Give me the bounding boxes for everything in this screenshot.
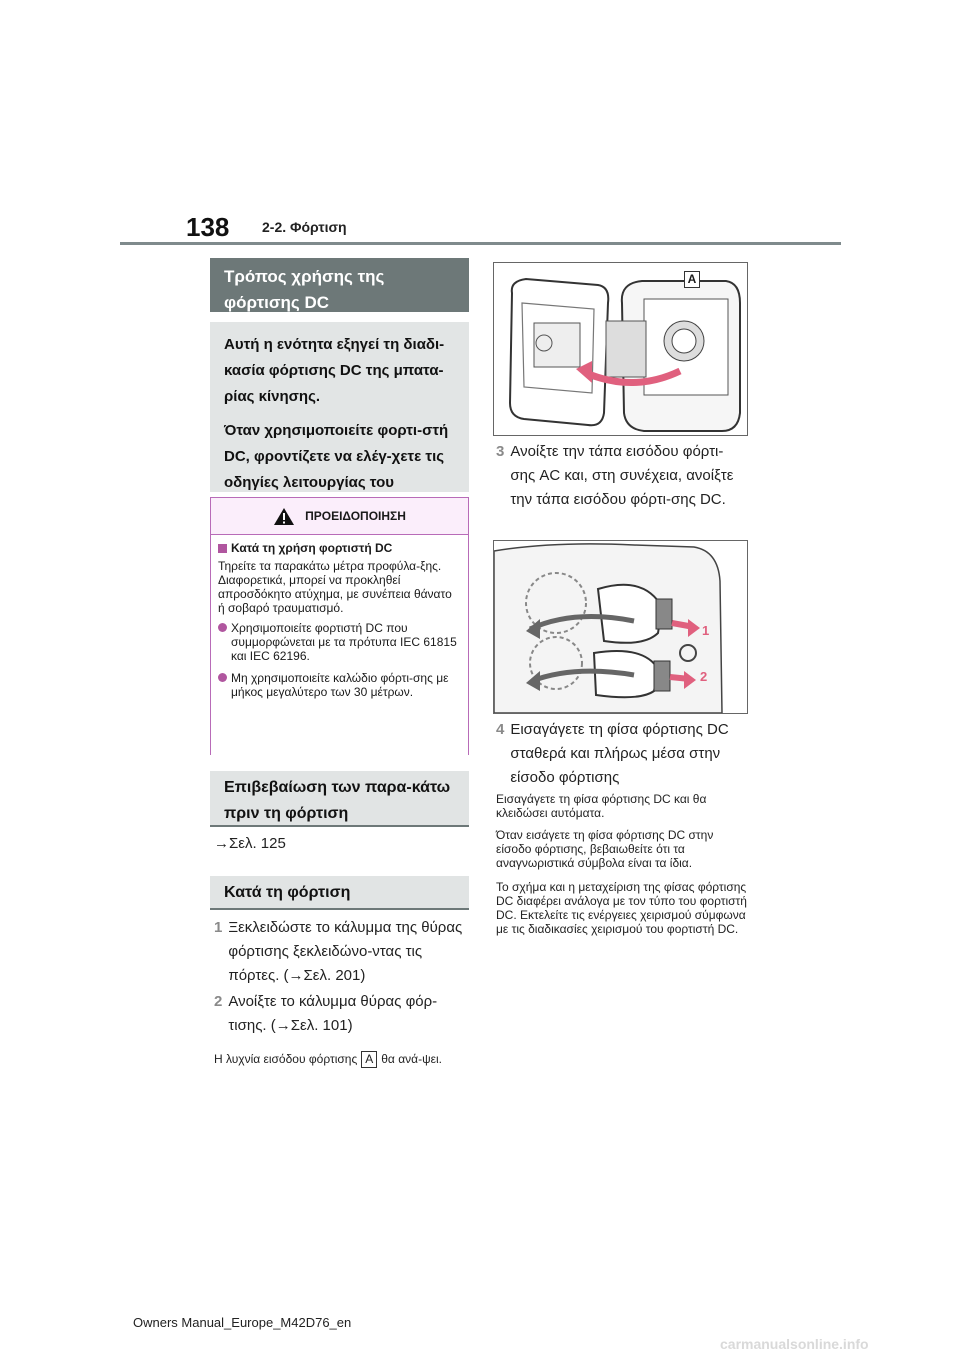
inlet-caps-figure xyxy=(493,540,748,714)
warning-bullet-2 xyxy=(218,671,460,699)
step-3-number: 3 xyxy=(496,443,505,460)
lamp-label-box: A xyxy=(361,1051,377,1068)
step-1 xyxy=(214,916,466,988)
warning-triangle-icon xyxy=(273,507,295,526)
check-heading: Επιβεβαίωση των παρα-κάτω πριν τη φόρτιση xyxy=(210,771,469,827)
step-3 xyxy=(496,440,748,512)
note-2: Όταν εισάγετε τη φίσα φόρτισης DC στην είσοδο φόρτισης, βεβαιωθείτε ότι τα αναγνωριστικά σύμβολα είναι τα ίδια. xyxy=(496,828,714,870)
warning-title-text: Κατά τη χρήση φορτιστή DC xyxy=(231,541,393,555)
step-3-text: Ανοίξτε την τάπα εισόδου φόρτι-σης AC και, στη συνέχεια, ανοίξτε την τάπα εισόδου φόρτι-σης DC. xyxy=(510,443,734,508)
note-1: Εισαγάγετε τη φίσα φόρτισης DC και θα κλειδώσει αυτόματα. xyxy=(496,792,707,820)
step-4-text: Εισαγάγετε τη φίσα φόρτισης DC σταθερά και πλήρως μέσα στην είσοδο φόρτισης xyxy=(510,721,729,786)
warning-text: Τηρείτε τα παρακάτω μέτρα προφύλα-ξης. Διαφορετικά, μπορεί να προκληθεί απροσδόκητο ατύχημα, με συνέπεια θάνατο ή σοβαρό τραυματισμό. xyxy=(218,559,452,615)
figure-1-label-a: A xyxy=(684,271,700,288)
figure-2-marker-2: 2 xyxy=(700,669,708,684)
warning-bullet-2-text: Μη χρησιμοποιείτε καλώδιο φόρτι-σης με μήκος μεγαλύτερο των 30 μέτρων. xyxy=(231,671,449,699)
note-3: Το σχήμα και η μεταχείριση της φίσας φόρτισης DC διαφέρει ανάλογα με τον τύπο του φορτιστή DC. Εκτελείτε τις ενέργειες χειρισμού σύμφωνα με τις διαδικασίες χειρισμού του φορτιστή DC. xyxy=(496,880,747,936)
lamp-note xyxy=(214,1046,466,1072)
charging-port-illustration xyxy=(494,263,747,435)
round-bullet-icon xyxy=(218,673,227,682)
charging-port-figure xyxy=(493,262,748,436)
square-bullet-icon xyxy=(218,544,227,553)
check-page-reference: →Σελ. 125 xyxy=(214,835,286,852)
warning-body xyxy=(211,535,468,755)
warning-heading: ΠΡΟΕΙΔΟΠΟΙΗΣΗ xyxy=(305,509,406,523)
step-2-number: 2 xyxy=(214,993,223,1010)
section-title-box: Τρόπος χρήσης της φόρτισης DC xyxy=(210,258,469,312)
figure-2-marker-1: 1 xyxy=(702,623,710,638)
intro-box xyxy=(210,322,469,492)
step-2-text: Ανοίξτε το κάλυμμα θύρας φόρ-τισης. (→Σελ. 101) xyxy=(228,993,438,1034)
step-1-number: 1 xyxy=(214,919,223,936)
step-2 xyxy=(214,990,466,1038)
warning-box xyxy=(210,497,469,755)
watermark: carmanualsonline.info xyxy=(720,1336,869,1352)
warning-header xyxy=(211,498,468,535)
lamp-note-after: θα ανά-ψει. xyxy=(381,1052,442,1066)
warning-bullet-1 xyxy=(218,621,460,663)
lamp-note-before: Η λυχνία εισόδου φόρτισης xyxy=(214,1052,358,1066)
step-1-text: Ξεκλειδώστε το κάλυμμα της θύρας φόρτισης ξεκλειδώνο-ντας τις πόρτες. (→Σελ. 201) xyxy=(228,919,463,984)
page-number: 138 xyxy=(186,212,230,242)
header-rule xyxy=(120,242,841,245)
intro-paragraph-1: Αυτή η ενότητα εξηγεί τη διαδι-κασία φόρτισης DC της μπατα-ρίας κίνησης. xyxy=(224,336,445,405)
round-bullet-icon xyxy=(218,623,227,632)
warning-title xyxy=(218,541,460,555)
warning-bullet-1-text: Χρησιμοποιείτε φορτιστή DC που συμμορφώνεται με τα πρότυπα IEC 61815 και IEC 62196. xyxy=(231,621,457,663)
during-charging-heading: Κατά τη φόρτιση xyxy=(210,876,469,910)
step-4-number: 4 xyxy=(496,721,505,738)
step-4 xyxy=(496,718,748,790)
intro-paragraph-2: Όταν χρησιμοποιείτε φορτι-στή DC, φροντίζετε να ελέγ-χετε τις οδηγίες λειτουργίας του xyxy=(224,422,449,491)
manual-name-footer: Owners Manual_Europe_M42D76_en xyxy=(133,1315,352,1330)
section-label: 2-2. Φόρτιση xyxy=(262,219,347,235)
